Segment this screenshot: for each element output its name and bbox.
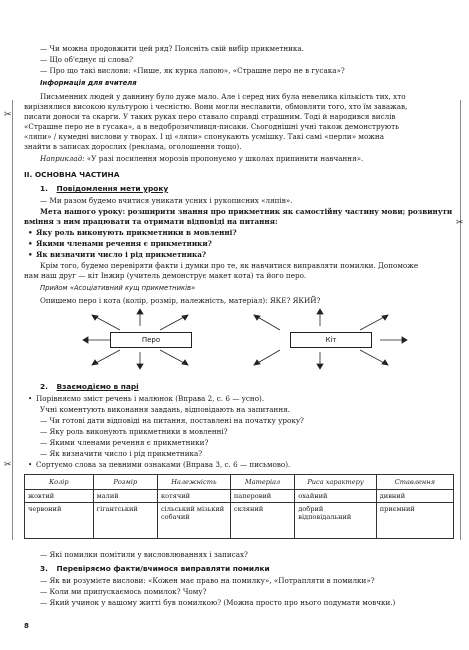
- table-header-row: [25, 475, 454, 490]
- teacher-info-paragraph: «Страшне перо не в гусака», а в недоброзичливця-писаки. Сьогоднішні учні також демонструють: [24, 122, 399, 131]
- arrowhead: [402, 337, 407, 343]
- column-header: Риса характеру: [295, 475, 377, 490]
- question-item: • Якими членами речення є прикметники?: [36, 239, 212, 248]
- subsection-number: 3.: [40, 564, 48, 573]
- table-cell: охайний: [295, 490, 377, 503]
- arrow-line: [160, 350, 186, 364]
- method-task: Опишемо перо і кота (колір, розмір, належність, матеріал): ЯКЕ? ЯКИЙ?: [40, 296, 321, 305]
- dash-line: — Які помилки помітили у висловлюваннях і записах?: [40, 550, 248, 559]
- subsection-number: 1.: [40, 184, 48, 193]
- arrow-line: [256, 316, 280, 330]
- section-title: II. ОСНОВНА ЧАСТИНА: [24, 170, 120, 179]
- column-header: Матеріал: [230, 475, 294, 490]
- scissors-icon: ✂: [4, 110, 12, 120]
- dash-line: — Яку роль виконують прикметники в мовленні?: [40, 427, 228, 436]
- lesson-goal-line: вміння з ним працювати та отримати відповіді на питання:: [24, 217, 278, 226]
- scissors-icon: ✂: [456, 218, 464, 228]
- example-text: «У разі посилення морозів пропонуємо у школах припинити навчання».: [86, 154, 364, 163]
- task-item: • Сортуємо слова за певними ознаками (Вправа 3, с. 6 — письмово).: [36, 460, 290, 469]
- table-cell: приємний: [376, 503, 453, 539]
- column-header: Розмір: [93, 475, 157, 490]
- teacher-info-paragraph: писати доноси та скарги. У таких руках перо ставало справді страшним. Тоді й народився вислів: [24, 112, 396, 121]
- teacher-info-paragraph: Письменних людей у давнину було дуже мало. Але і серед них була невелика кількість тих, хто: [40, 92, 406, 101]
- dash-line: — Якими членами речення є прикметники?: [40, 438, 209, 447]
- right-cut-line: [460, 100, 461, 540]
- column-header: Колір: [25, 475, 94, 490]
- arrowhead: [137, 309, 143, 314]
- subsection-heading: [40, 184, 168, 193]
- arrow-line: [256, 350, 280, 364]
- body-line: Крім того, будемо перевіряти факти і думки про те, як навчитися виправляти помилки. Допоможе: [40, 261, 419, 270]
- cat-box: Кіт: [290, 332, 372, 348]
- arrowhead: [137, 364, 143, 369]
- example-label: Наприклад:: [40, 154, 85, 163]
- table-cell: скляний: [230, 503, 294, 539]
- arrow-line: [94, 316, 120, 330]
- subsection-title: Взаємодіємо в парі: [56, 382, 139, 391]
- intro-line: — Чи можна продовжити цей ряд? Поясніть свій вибір прикметника.: [40, 44, 304, 53]
- arrow-line: [360, 316, 386, 330]
- table-cell: котячий: [157, 490, 230, 503]
- dash-line: — Як ви розумієте вислови: «Кожен має право на помилку», «Потрапляти в помилки»?: [40, 576, 375, 585]
- arrowhead: [92, 360, 98, 365]
- page-number: 8: [24, 622, 29, 630]
- subsection-heading: [40, 564, 270, 573]
- table-cell: жовтий: [25, 490, 94, 503]
- subsection-title: Перевіряємо факти/вчимося виправляти помилки: [56, 564, 270, 573]
- table-cell: червоний: [25, 503, 94, 539]
- dash-line: — Чи готові дати відповіді на питання, поставлені на початку уроку?: [40, 416, 304, 425]
- dash-line: — Коли ми припускаємось помилок? Чому?: [40, 587, 207, 596]
- column-header: Ставлення: [376, 475, 453, 490]
- arrowhead: [382, 360, 388, 365]
- intro-line: — Про що такі вислови: «Пише, як курка лапою», «Страшне перо не в гусака»?: [40, 66, 345, 75]
- dash-line: — Який учинок у вашому житті був помилкою? (Можна просто про нього подумати мовчки.): [40, 598, 396, 607]
- lesson-goal-line: Мета нашого уроку: розширити знання про прикметник як самостійну частину мови; розвинути: [40, 207, 453, 216]
- left-cut-line: [12, 100, 13, 540]
- arrowhead: [382, 315, 388, 320]
- arrowhead: [83, 337, 88, 343]
- method-label: Прийом «Асоціативний кущ прикметників»: [40, 284, 196, 292]
- arrowhead: [254, 315, 260, 320]
- table-cell: добрий відповідальний: [295, 503, 377, 539]
- table-cell: малий: [93, 490, 157, 503]
- table-cell: сільський мізький собачий: [157, 503, 230, 539]
- arrowhead: [92, 315, 98, 320]
- arrowhead: [254, 360, 260, 365]
- arrowhead: [317, 309, 323, 314]
- body-line: Учні коментують виконання завдань, відповідають на запитання.: [40, 405, 290, 414]
- question-item: • Як визначити число і рід прикметника?: [36, 250, 206, 259]
- arrow-line: [360, 350, 386, 364]
- question-item: • Яку роль виконують прикметники в мовленні?: [36, 228, 237, 237]
- subsection-number: 2.: [40, 382, 48, 391]
- table-row: [25, 490, 454, 503]
- arrowhead: [317, 364, 323, 369]
- column-header: Належність: [157, 475, 230, 490]
- arrowhead: [182, 360, 188, 365]
- teacher-info-paragraph: «ляпи» / кумедні вислови у творах. І ці «ляпи» спонукають усмішку. Такі самі «перли» можна: [24, 132, 384, 141]
- table-cell: дивний: [376, 490, 453, 503]
- dash-line: — Як визначити число і рід прикметника?: [40, 449, 203, 458]
- subsection-heading: [40, 382, 139, 391]
- adjective-sort-table: [24, 474, 454, 539]
- body-line: нам наш друг — кіт Інжир (учитель демонструє макет кота) та його перо.: [24, 271, 307, 280]
- table-cell: гігантський: [93, 503, 157, 539]
- teacher-info-label: Інформація для вчителя: [40, 79, 137, 87]
- teacher-info-paragraph: знайти в записах дорослих (реклама, оголошення тощо).: [24, 142, 242, 151]
- table-row: [25, 503, 454, 539]
- intro-line: — Що об'єднує ці слова?: [40, 55, 134, 64]
- pen-box: Перо: [110, 332, 192, 348]
- table-cell: паперовий: [230, 490, 294, 503]
- example-line: [40, 154, 363, 163]
- arrow-line: [94, 350, 120, 364]
- subsection-title: Повідомлення мети уроку: [56, 184, 169, 193]
- arrow-line: [160, 316, 186, 330]
- teacher-info-paragraph: вирізнялися високою культурою і чесністю. Вони могли неславити, обмовляти того, хто їм заважав,: [24, 102, 408, 111]
- arrowhead: [182, 315, 188, 320]
- task-item: • Порівняємо зміст речень і малюнок (Вправа 2, с. 6 — усно).: [36, 394, 264, 403]
- scissors-icon: ✂: [4, 460, 12, 470]
- body-line: — Ми разом будемо вчитися уникати усних і рукописних «ляпів».: [40, 196, 293, 205]
